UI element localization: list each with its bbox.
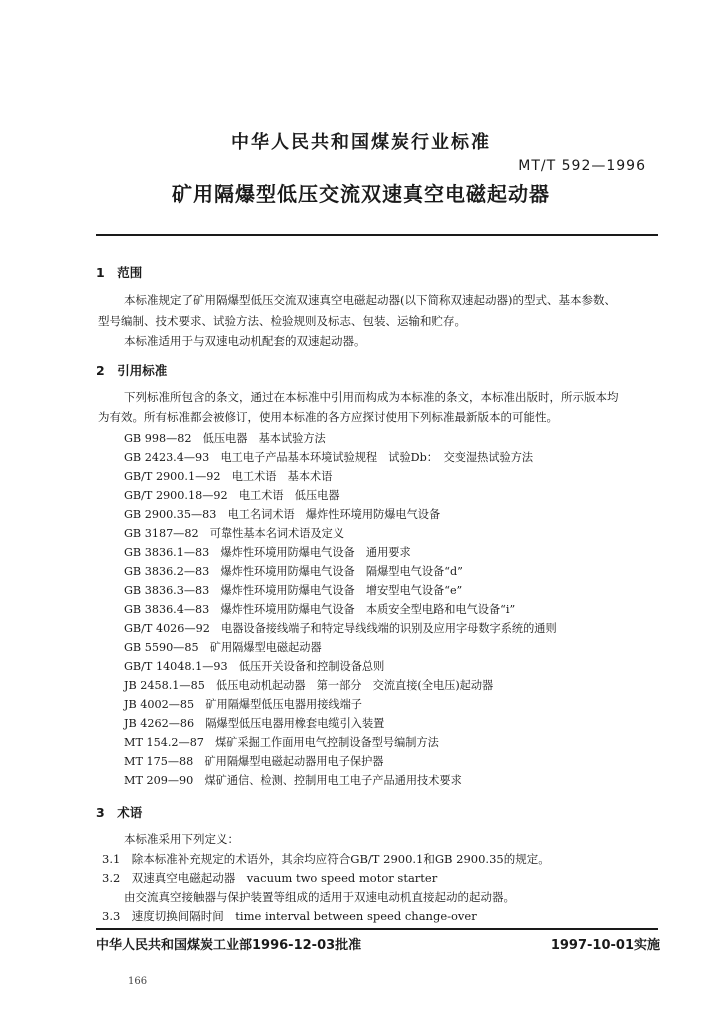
ref-item: JB 4002—85 矿用隔爆型低压电器用接线端子 [124,698,362,711]
term-3-1: 3.1 除本标准补充规定的术语外，其余均应符合GB/T 2900.1和GB 2900.35的规定。 [102,852,550,866]
standard-number: MT/T 592—1996 [518,158,646,174]
section-1-para-1b: 型号编制、技术要求、试验方法、检验规则及标志、包装、运输和贮存。 [98,314,466,328]
document-org-header: 中华人民共和国煤炭行业标准 [231,132,491,153]
section-3-intro: 本标准采用下列定义： [124,832,239,846]
section-1-heading: 1 范围 [96,265,143,280]
footer-rule [96,928,658,930]
ref-item: GB/T 2900.18—92 电工术语 低压电器 [124,489,340,502]
document-title: 矿用隔爆型低压交流双速真空电磁起动器 [172,182,550,206]
page-number: 166 [128,976,148,987]
ref-item: GB 2423.4—93 电工电子产品基本环境试验规程 试验Db： 交变湿热试验方法 [124,451,534,464]
footer-issuer: 中华人民共和国煤炭工业部1996-12-03批准 [96,938,362,953]
ref-item: MT 175—88 矿用隔爆型电磁起动器用电子保护器 [124,755,384,768]
footer-effective-date: 1997-10-01实施 [550,938,660,953]
ref-item: MT 209—90 煤矿通信、检测、控制用电工电子产品通用技术要求 [124,774,462,787]
ref-item: GB/T 2900.1—92 电工术语 基本术语 [124,470,333,483]
ref-item: GB 3836.4—83 爆炸性环境用防爆电气设备 本质安全型电路和电气设备“i” [124,603,516,616]
ref-item: GB 3836.3—83 爆炸性环境用防爆电气设备 增安型电气设备“e” [124,584,463,597]
term-3-2-definition: 由交流真空接触器与保护装置等组成的适用于双速电动机直接起动的起动器。 [124,890,515,904]
section-1-para-2: 本标准适用于与双速电动机配套的双速起动器。 [124,334,366,348]
section-3-heading: 3 术语 [96,805,143,820]
ref-item: GB 3836.2—83 爆炸性环境用防爆电气设备 隔爆型电气设备“d” [124,565,463,578]
section-2-heading: 2 引用标准 [96,363,168,378]
ref-item: MT 154.2—87 煤矿采掘工作面用电气控制设备型号编制方法 [124,736,439,749]
section-1-para-1a: 本标准规定了矿用隔爆型低压交流双速真空电磁起动器(以下简称双速起动器)的型式、基本参数、 [124,293,616,307]
ref-item: JB 2458.1—85 低压电动机起动器 第一部分 交流直接(全电压)起动器 [124,679,494,692]
section-2-para-1a: 下列标准所包含的条文，通过在本标准中引用而构成为本标准的条文，本标准出版时，所示版本均 [124,390,619,404]
ref-item: GB 5590—85 矿用隔爆型电磁起动器 [124,641,322,654]
ref-item: GB 3836.1—83 爆炸性环境用防爆电气设备 通用要求 [124,546,411,559]
term-3-3: 3.3 速度切换间隔时间 time interval between speed change-over [102,909,477,923]
ref-item: JB 4262—86 隔爆型低压电器用橡套电缆引入装置 [124,717,385,730]
ref-item: GB 998—82 低压电器 基本试验方法 [124,432,326,445]
header-rule [96,234,658,236]
term-3-2: 3.2 双速真空电磁起动器 vacuum two speed motor starter [102,871,438,885]
ref-item: GB 2900.35—83 电工名词术语 爆炸性环境用防爆电气设备 [124,508,441,521]
ref-item: GB/T 4026—92 电器设备接线端子和特定导线线端的识别及应用字母数字系统的通则 [124,622,557,635]
ref-item: GB 3187—82 可靠性基本名词术语及定义 [124,527,345,540]
ref-item: GB/T 14048.1—93 低压开关设备和控制设备总则 [124,660,385,673]
section-2-para-1b: 为有效。所有标准都会被修订，使用本标准的各方应探讨使用下列标准最新版本的可能性。 [98,410,558,424]
